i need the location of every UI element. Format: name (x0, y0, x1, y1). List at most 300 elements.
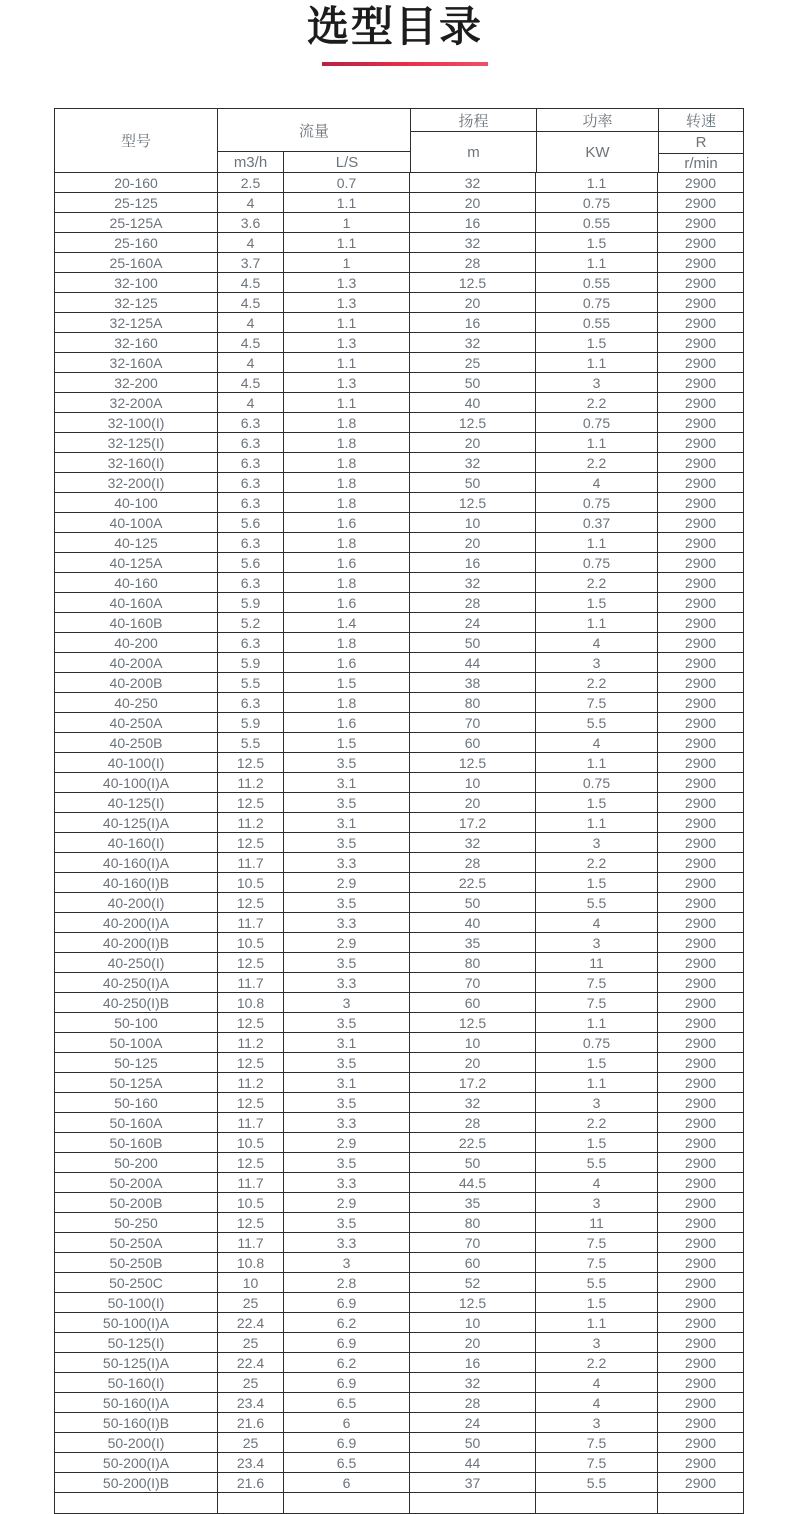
cell-head-m: 22.5 (410, 1133, 536, 1152)
cell-model: 50-160 (55, 1093, 218, 1112)
cell-speed-rpm: 2900 (684, 214, 717, 231)
cell-power-kw: 1.1 (536, 253, 658, 272)
cell-model: 40-200B (55, 673, 218, 692)
cell-flow-m3h: 23.4 (218, 1453, 284, 1472)
cell-model: 40-200 (55, 633, 218, 652)
cell-power-kw: 1.5 (536, 1053, 658, 1072)
table-row (55, 1013, 743, 1033)
cell-speed-rpm: 2900 (684, 1374, 717, 1391)
cell-power-kw: 5.5 (536, 713, 658, 732)
table-row (55, 1413, 743, 1433)
cell-speed-rpm: 2900 (684, 314, 717, 331)
cell-flow-m3h: 4 (218, 393, 284, 412)
cell-flow-ls: 1.5 (284, 673, 410, 692)
cell-power-kw: 11 (536, 953, 658, 972)
cell-flow-m3h: 5.5 (218, 673, 284, 692)
cell-speed-rpm: 2900 (684, 854, 717, 871)
cell-speed-rpm: 2900 (684, 514, 717, 531)
cell-power-kw: 3 (536, 1413, 658, 1432)
table-row (55, 193, 743, 213)
cell-power-kw: 4 (536, 913, 658, 932)
cell-speed-rpm: 2900 (684, 1454, 717, 1471)
page-title: 选型目录 (306, 3, 483, 50)
cell-head-m: 16 (410, 213, 536, 232)
cell-flow-m3h: 25 (218, 1293, 284, 1312)
cell-flow-ls: 2.9 (284, 1193, 410, 1212)
cell-speed-rpm: 2900 (684, 834, 717, 851)
cell-model: 32-160(I) (55, 453, 218, 472)
cell-power-kw: 7.5 (536, 1233, 658, 1252)
cell-speed-rpm: 2900 (684, 1134, 717, 1151)
cell-head-m: 70 (410, 713, 536, 732)
cell-power-kw: 0.75 (536, 293, 658, 312)
cell-flow-m3h: 11.7 (218, 1233, 284, 1252)
table-row (55, 1313, 743, 1333)
cell-power-kw: 7.5 (536, 973, 658, 992)
cell-flow-m3h: 5.6 (218, 553, 284, 572)
cell-model: 40-200(I) (55, 893, 218, 912)
cell-head-m: 12.5 (410, 1013, 536, 1032)
cell-power-kw: 3 (536, 653, 658, 672)
cell-head-m: 12.5 (410, 1293, 536, 1312)
cell-flow-ls: 3.1 (284, 1073, 410, 1092)
header-head-group (411, 109, 537, 172)
cell-power-kw: 0.55 (536, 313, 658, 332)
cell-model: 32-125(I) (55, 433, 218, 452)
cell-model: 40-160 (55, 573, 218, 592)
cell-flow-ls: 1.1 (284, 393, 410, 412)
cell-model: 32-160 (55, 333, 218, 352)
cell-power-kw: 2.2 (536, 673, 658, 692)
header-flow-units (218, 152, 410, 172)
cell-model: 25-160A (55, 253, 218, 272)
cell-flow-m3h: 12.5 (218, 753, 284, 772)
cell-model: 50-160B (55, 1133, 218, 1152)
cell-model: 25-160 (55, 233, 218, 252)
cell-power-kw: 1.1 (536, 433, 658, 452)
cell-model: 40-160(I)B (55, 873, 218, 892)
selection-table (54, 108, 744, 1514)
cell-speed-rpm: 2900 (684, 1034, 717, 1051)
cell-power-kw: 1.5 (536, 873, 658, 892)
cell-flow-m3h: 6.3 (218, 693, 284, 712)
table-row (55, 493, 743, 513)
cell-head-m: 40 (410, 393, 536, 412)
cell-model: 50-200A (55, 1173, 218, 1192)
table-row (55, 773, 743, 793)
cell-flow-ls: 1.6 (284, 553, 410, 572)
cell-model: 40-160B (55, 613, 218, 632)
cell-flow-ls: 1.6 (284, 593, 410, 612)
cell-head-m: 16 (410, 1353, 536, 1372)
cell-flow-m3h: 10.5 (218, 873, 284, 892)
cell-head-m: 44.5 (410, 1173, 536, 1192)
table-row (55, 1333, 743, 1353)
cell-flow-ls: 1.1 (284, 313, 410, 332)
cell-head-m: 32 (410, 1373, 536, 1392)
cell-flow-m3h: 11.7 (218, 913, 284, 932)
header-speed: 转速 (659, 109, 743, 132)
cell-flow-ls: 3.5 (284, 833, 410, 852)
cell-speed-rpm: 2900 (684, 434, 717, 451)
cell-head-m: 24 (410, 1413, 536, 1432)
cell-model: 32-100(I) (55, 413, 218, 432)
cell-speed-rpm: 2900 (684, 1274, 717, 1291)
cell-speed-rpm: 2900 (684, 634, 717, 651)
cell-power-kw: 2.2 (536, 393, 658, 412)
cell-speed-rpm: 2900 (684, 1154, 717, 1171)
cell-model: 50-160A (55, 1113, 218, 1132)
header-speed-unit-rmin: r/min (684, 154, 718, 172)
table-row (55, 913, 743, 933)
cell-head-m: 60 (410, 733, 536, 752)
cell-flow-m3h: 4 (218, 353, 284, 372)
cell-head-m: 50 (410, 1153, 536, 1172)
cell-flow-ls: 6 (284, 1413, 410, 1432)
cell-model: 32-125A (55, 313, 218, 332)
table-row (55, 1233, 743, 1253)
table-row (55, 673, 743, 693)
cell-flow-ls: 1.8 (284, 633, 410, 652)
cell-flow-m3h: 6.3 (218, 573, 284, 592)
cell-model: 50-250B (55, 1253, 218, 1272)
cell-speed-rpm: 2900 (684, 1054, 717, 1071)
cell-model: 40-200(I)B (55, 933, 218, 952)
table-row (55, 1133, 743, 1153)
cell-head-m: 28 (410, 253, 536, 272)
cell-head-m: 10 (410, 1033, 536, 1052)
cell-speed-rpm: 2900 (684, 394, 717, 411)
cell-flow-m3h: 5.6 (218, 513, 284, 532)
cell-model: 50-100(I) (55, 1293, 218, 1312)
cell-speed-rpm: 2900 (684, 914, 717, 931)
header-power: 功率 (537, 109, 658, 132)
table-row (55, 273, 743, 293)
cell-flow-m3h: 12.5 (218, 1093, 284, 1112)
cell-model: 40-125 (55, 533, 218, 552)
cell-power-kw: 1.5 (536, 333, 658, 352)
cell-head-m: 80 (410, 1213, 536, 1232)
header-head-unit: m (467, 143, 480, 161)
cell-flow-m3h: 5.2 (218, 613, 284, 632)
cell-flow-ls: 3.5 (284, 1093, 410, 1112)
cell-flow-m3h: 10.5 (218, 1193, 284, 1212)
cell-head-m: 20 (410, 793, 536, 812)
cell-flow-ls: 1.6 (284, 653, 410, 672)
cell-head-m: 70 (410, 1233, 536, 1252)
cell-model: 40-250(I)B (55, 993, 218, 1012)
cell-power-kw: 2.2 (536, 573, 658, 592)
cell-speed-rpm: 2900 (684, 1394, 717, 1411)
cell-head-m: 32 (410, 453, 536, 472)
cell-power-kw: 1.1 (536, 1073, 658, 1092)
cell-power-kw: 3 (536, 1193, 658, 1212)
cell-power-kw: 0.55 (536, 213, 658, 232)
cell-power-kw: 1.5 (536, 793, 658, 812)
cell-speed-rpm: 2900 (684, 754, 717, 771)
table-row (55, 1173, 743, 1193)
table-row (55, 693, 743, 713)
cell-flow-ls: 3.5 (284, 753, 410, 772)
cell-flow-ls: 1.3 (284, 333, 410, 352)
cell-model: 40-100(I)A (55, 773, 218, 792)
cell-model: 50-250A (55, 1233, 218, 1252)
cell-flow-ls: 3.3 (284, 853, 410, 872)
cell-head-m: 32 (410, 233, 536, 252)
table-row (55, 1373, 743, 1393)
cell-head-m: 32 (410, 833, 536, 852)
table-row (55, 473, 743, 493)
cell-flow-m3h (218, 1493, 284, 1513)
cell-flow-ls: 3.3 (284, 1113, 410, 1132)
cell-flow-m3h: 6.3 (218, 493, 284, 512)
cell-flow-m3h: 22.4 (218, 1353, 284, 1372)
cell-flow-m3h: 4.5 (218, 333, 284, 352)
cell-power-kw: 4 (536, 1173, 658, 1192)
cell-speed-rpm: 2900 (684, 1474, 717, 1491)
table-row (55, 733, 743, 753)
cell-flow-ls: 1.3 (284, 273, 410, 292)
cell-head-m (410, 1493, 536, 1513)
table-row (55, 1453, 743, 1473)
table-row (55, 1213, 743, 1233)
cell-flow-ls: 2.9 (284, 1133, 410, 1152)
cell-power-kw: 1.1 (536, 813, 658, 832)
cell-flow-ls: 3.5 (284, 793, 410, 812)
cell-flow-m3h: 6.3 (218, 413, 284, 432)
table-row (55, 333, 743, 353)
cell-model: 32-200A (55, 393, 218, 412)
header-flow-group (218, 109, 411, 172)
cell-flow-m3h: 4 (218, 193, 284, 212)
table-row (55, 1073, 743, 1093)
cell-power-kw: 1.5 (536, 233, 658, 252)
table-row (55, 1293, 743, 1313)
cell-flow-m3h: 10.8 (218, 1253, 284, 1272)
cell-model: 40-100 (55, 493, 218, 512)
cell-head-m: 38 (410, 673, 536, 692)
cell-head-m: 10 (410, 773, 536, 792)
cell-head-m: 12.5 (410, 413, 536, 432)
cell-head-m: 32 (410, 333, 536, 352)
cell-speed-rpm: 2900 (684, 194, 717, 211)
cell-head-m: 16 (410, 553, 536, 572)
cell-speed-rpm: 2900 (684, 954, 717, 971)
cell-power-kw: 4 (536, 1393, 658, 1412)
cell-power-kw: 7.5 (536, 1453, 658, 1472)
table-row (55, 533, 743, 553)
header-speed-unit-r: R (659, 132, 743, 154)
cell-power-kw: 1.5 (536, 1133, 658, 1152)
cell-speed-rpm: 2900 (684, 1214, 717, 1231)
cell-flow-ls: 1.1 (284, 353, 410, 372)
cell-model: 40-125(I)A (55, 813, 218, 832)
table-row (55, 613, 743, 633)
table-row (55, 933, 743, 953)
cell-model: 40-250(I)A (55, 973, 218, 992)
cell-speed-rpm: 2900 (684, 694, 717, 711)
cell-power-kw: 2.2 (536, 453, 658, 472)
cell-head-m: 12.5 (410, 273, 536, 292)
cell-model: 40-160(I)A (55, 853, 218, 872)
cell-speed-rpm: 2900 (684, 614, 717, 631)
cell-flow-ls: 1.6 (284, 713, 410, 732)
cell-head-m: 44 (410, 653, 536, 672)
cell-model: 40-200(I)A (55, 913, 218, 932)
cell-flow-m3h: 12.5 (218, 1153, 284, 1172)
cell-flow-ls: 6.2 (284, 1313, 410, 1332)
cell-flow-ls: 1.4 (284, 613, 410, 632)
cell-speed-rpm: 2900 (684, 654, 717, 671)
cell-head-m: 37 (410, 1473, 536, 1492)
cell-head-m: 22.5 (410, 873, 536, 892)
cell-power-kw: 0.75 (536, 773, 658, 792)
cell-head-m: 44 (410, 1453, 536, 1472)
cell-flow-m3h: 11.2 (218, 1033, 284, 1052)
header-flow-unit-m3h: m3/h (218, 152, 284, 172)
cell-model: 50-160(I)A (55, 1393, 218, 1412)
cell-speed-rpm: 2900 (684, 294, 717, 311)
cell-flow-ls: 1.8 (284, 573, 410, 592)
cell-head-m: 17.2 (410, 1073, 536, 1092)
cell-model: 40-100A (55, 513, 218, 532)
cell-flow-m3h: 12.5 (218, 833, 284, 852)
cell-head-m: 80 (410, 693, 536, 712)
cell-model (55, 1493, 218, 1513)
cell-flow-m3h: 25 (218, 1433, 284, 1452)
cell-flow-ls: 1 (284, 213, 410, 232)
cell-power-kw: 1.1 (536, 1013, 658, 1032)
cell-flow-ls: 2.8 (284, 1273, 410, 1292)
table-row (55, 633, 743, 653)
cell-head-m: 32 (410, 573, 536, 592)
header-power-group (537, 109, 659, 172)
cell-flow-ls: 6.2 (284, 1353, 410, 1372)
cell-flow-ls: 1.3 (284, 373, 410, 392)
table-row (55, 413, 743, 433)
cell-flow-m3h: 5.9 (218, 593, 284, 612)
cell-flow-m3h: 4 (218, 313, 284, 332)
table-row (55, 1053, 743, 1073)
cell-head-m: 50 (410, 893, 536, 912)
table-row (55, 1353, 743, 1373)
cell-flow-ls: 6.9 (284, 1293, 410, 1312)
header-flow: 流量 (218, 109, 410, 152)
cell-flow-m3h: 11.7 (218, 1173, 284, 1192)
table-row (55, 853, 743, 873)
cell-model: 32-160A (55, 353, 218, 372)
cell-flow-ls: 1.8 (284, 433, 410, 452)
table-row (55, 873, 743, 893)
cell-speed-rpm: 2900 (684, 1354, 717, 1371)
cell-speed-rpm: 2900 (684, 1414, 717, 1431)
cell-flow-ls: 6.9 (284, 1373, 410, 1392)
cell-flow-ls: 3 (284, 1253, 410, 1272)
cell-model: 25-125 (55, 193, 218, 212)
cell-head-m: 32 (410, 1093, 536, 1112)
title-underline (322, 62, 488, 66)
table-row (55, 973, 743, 993)
cell-flow-ls: 1.1 (284, 193, 410, 212)
cell-flow-ls: 3.1 (284, 773, 410, 792)
cell-flow-m3h: 6.3 (218, 453, 284, 472)
cell-head-m: 25 (410, 353, 536, 372)
table-row (55, 893, 743, 913)
cell-head-m: 10 (410, 1313, 536, 1332)
cell-power-kw: 1.5 (536, 1293, 658, 1312)
cell-speed-rpm: 2900 (684, 594, 717, 611)
table-row (55, 1193, 743, 1213)
cell-head-m: 10 (410, 513, 536, 532)
table-row (55, 373, 743, 393)
cell-power-kw: 5.5 (536, 893, 658, 912)
cell-flow-m3h: 12.5 (218, 1213, 284, 1232)
cell-head-m: 50 (410, 373, 536, 392)
cell-speed-rpm: 2900 (684, 674, 717, 691)
cell-model: 40-250 (55, 693, 218, 712)
cell-speed-rpm: 2900 (684, 254, 717, 271)
cell-model: 50-125(I)A (55, 1353, 218, 1372)
table-row (55, 293, 743, 313)
cell-model: 32-200(I) (55, 473, 218, 492)
table-row (55, 1433, 743, 1453)
cell-flow-ls: 6.9 (284, 1433, 410, 1452)
cell-flow-m3h: 23.4 (218, 1393, 284, 1412)
cell-flow-ls: 1.1 (284, 233, 410, 252)
table-row (55, 1093, 743, 1113)
cell-power-kw: 3 (536, 833, 658, 852)
cell-speed-rpm: 2900 (684, 714, 717, 731)
cell-speed-rpm: 2900 (684, 1334, 717, 1351)
cell-flow-ls: 0.7 (284, 173, 410, 192)
cell-speed-rpm: 2900 (684, 1234, 717, 1251)
table-row (55, 1113, 743, 1133)
cell-speed-rpm: 2900 (684, 1434, 717, 1451)
cell-speed-rpm: 2900 (684, 474, 717, 491)
table-row (55, 353, 743, 373)
table-row (55, 573, 743, 593)
cell-speed-rpm: 2900 (684, 1254, 717, 1271)
cell-flow-m3h: 10 (218, 1273, 284, 1292)
cell-flow-m3h: 10.5 (218, 1133, 284, 1152)
cell-speed-rpm: 2900 (684, 374, 717, 391)
cell-model: 50-200(I) (55, 1433, 218, 1452)
cell-speed-rpm: 2900 (684, 774, 717, 791)
cell-power-kw: 1.1 (536, 613, 658, 632)
cell-power-kw: 2.2 (536, 853, 658, 872)
cell-power-kw: 0.75 (536, 493, 658, 512)
cell-model: 40-250A (55, 713, 218, 732)
cell-power-kw: 11 (536, 1213, 658, 1232)
cell-power-kw: 3 (536, 1333, 658, 1352)
table-row (55, 313, 743, 333)
header-power-unit: KW (585, 143, 610, 161)
cell-flow-m3h: 6.3 (218, 533, 284, 552)
cell-flow-m3h: 12.5 (218, 893, 284, 912)
cell-speed-rpm: 2900 (684, 1114, 717, 1131)
cell-flow-ls: 1.8 (284, 693, 410, 712)
cell-model: 20-160 (55, 173, 218, 192)
cell-power-kw: 0.75 (536, 1033, 658, 1052)
cell-speed-rpm: 2900 (684, 574, 717, 591)
table-row (55, 653, 743, 673)
cell-power-kw (536, 1493, 658, 1513)
cell-power-kw: 1.1 (536, 533, 658, 552)
cell-flow-m3h: 4.5 (218, 273, 284, 292)
cell-power-kw: 1.5 (536, 593, 658, 612)
cell-model: 40-200A (55, 653, 218, 672)
cell-flow-ls: 3.5 (284, 893, 410, 912)
